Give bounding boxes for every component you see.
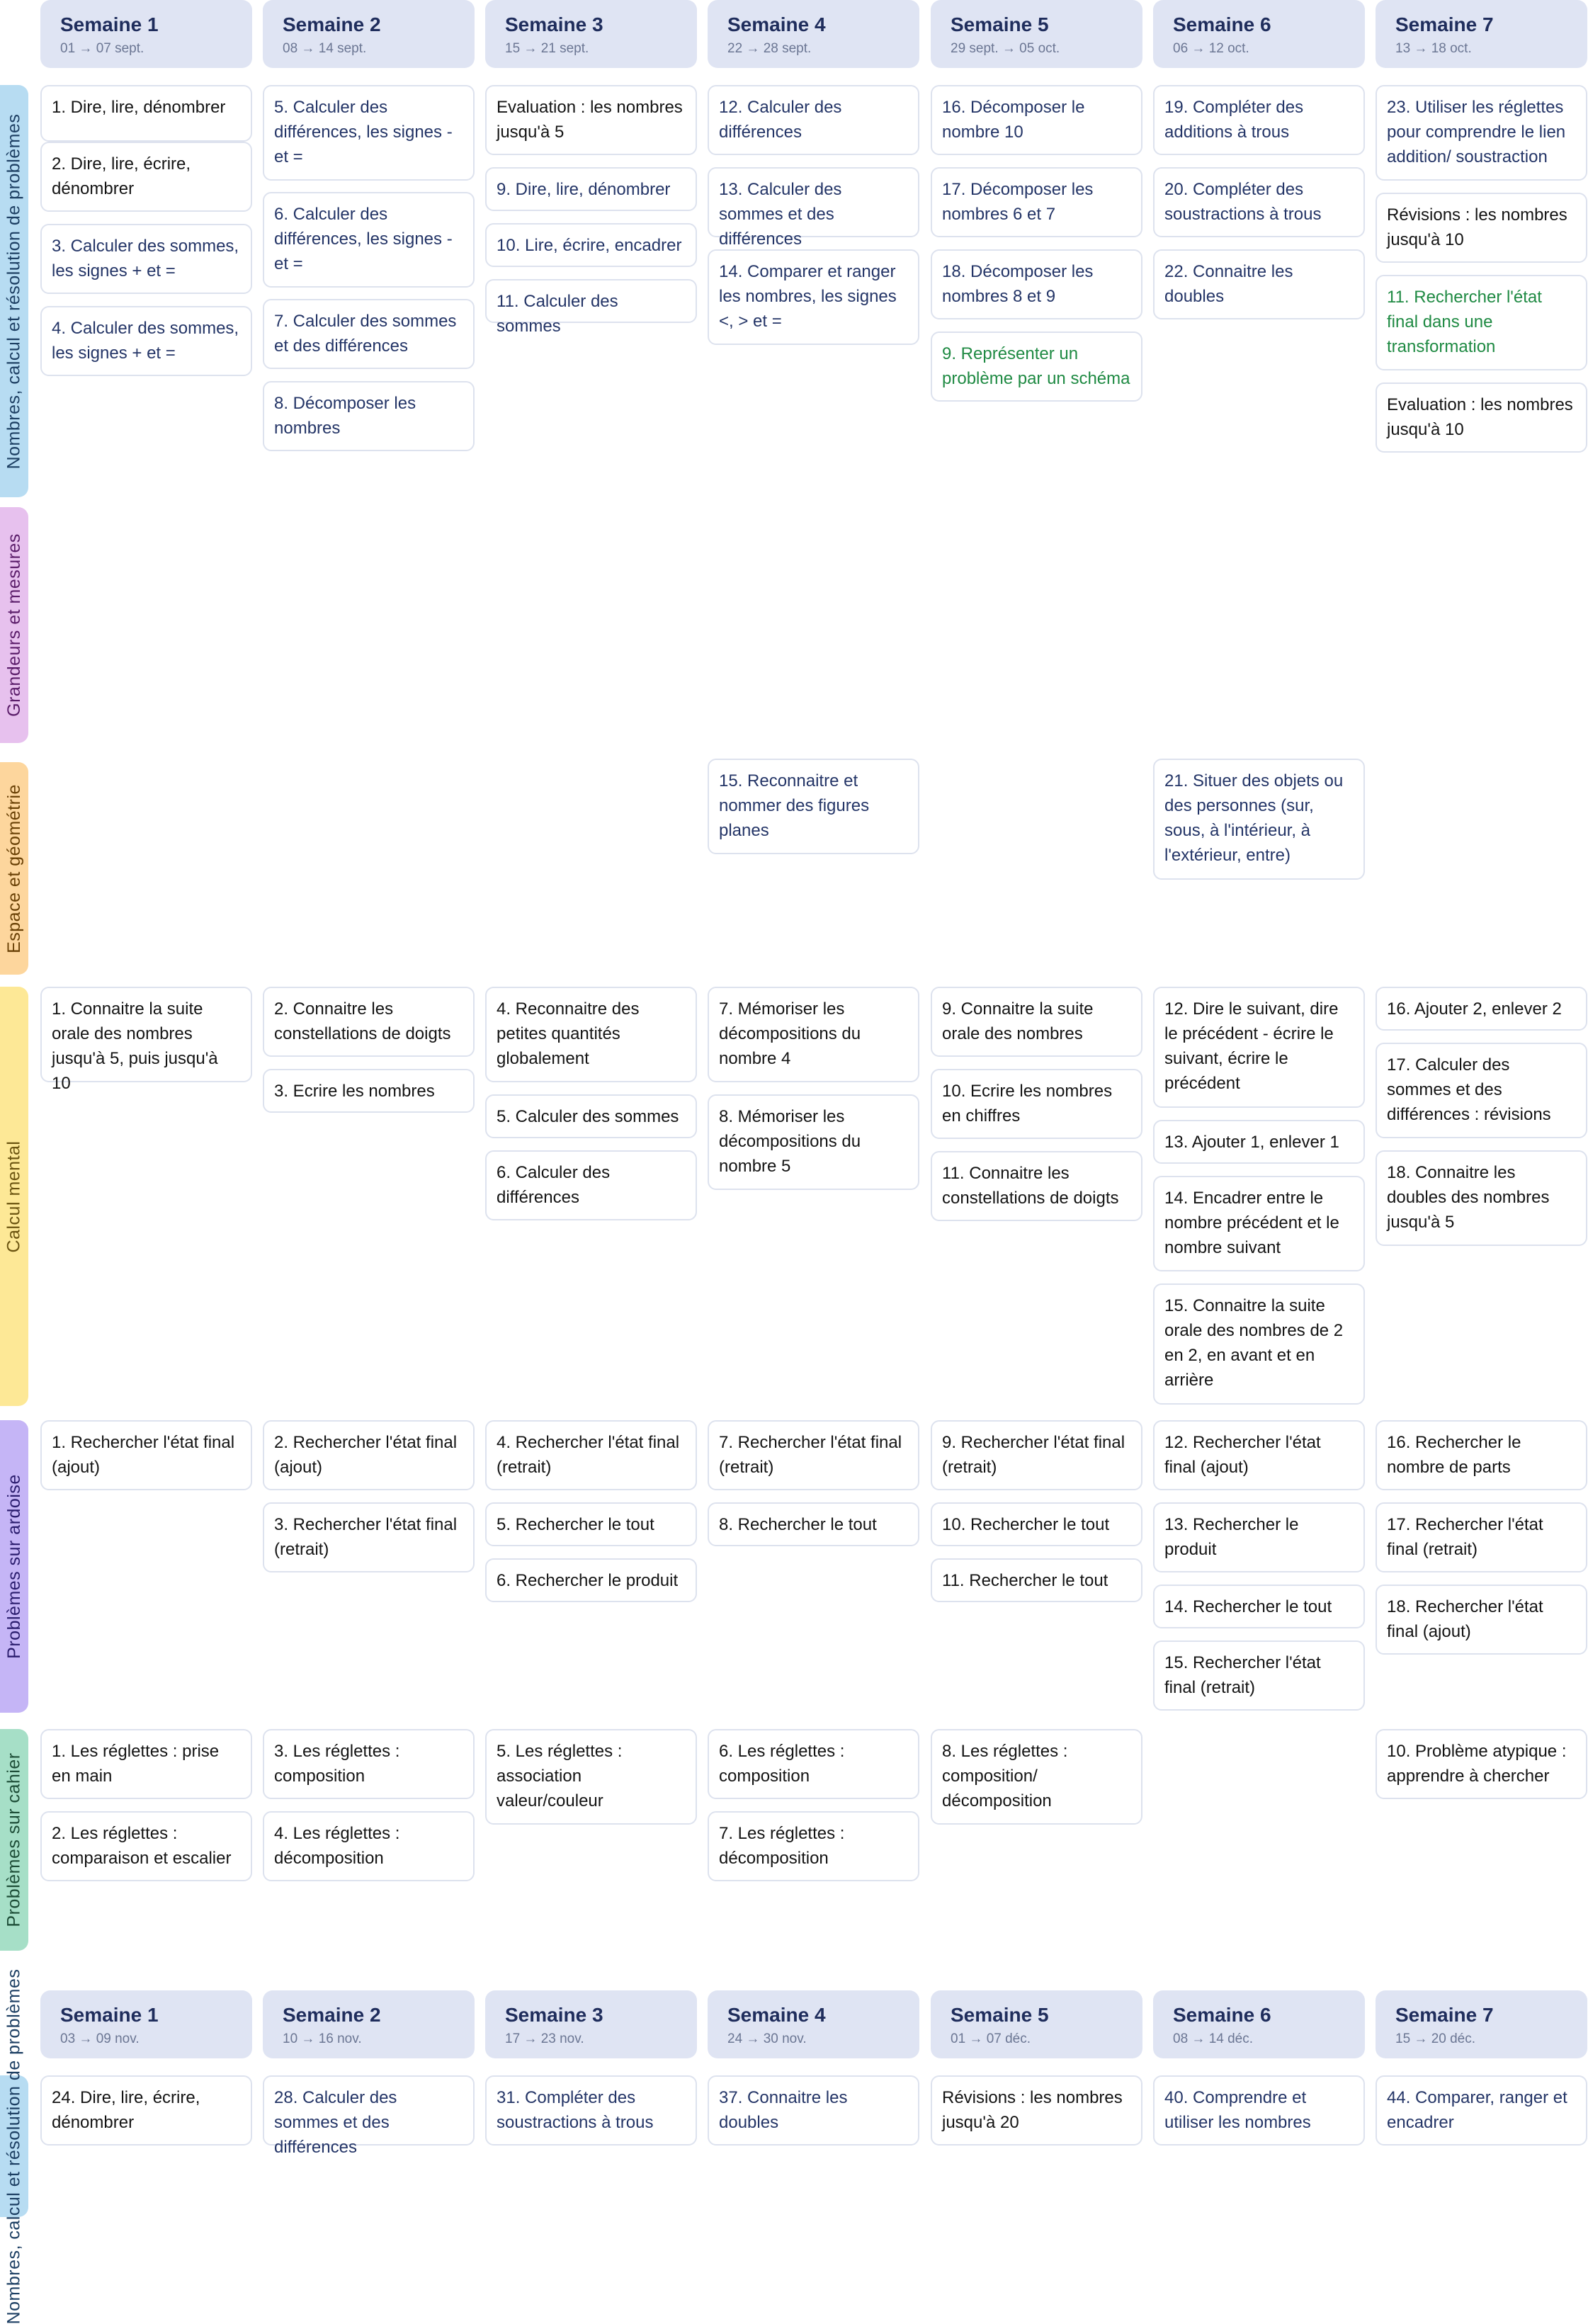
week-header	[40, 1990, 252, 2058]
lesson-title: 5. Calculer des différences, les signes - et =	[274, 98, 453, 166]
lesson-card[interactable]	[931, 85, 1142, 155]
lesson-title: 7. Rechercher l'état final (retrait)	[719, 1433, 902, 1477]
domain-band	[0, 1729, 28, 1951]
lesson-card[interactable]	[1376, 85, 1587, 181]
lesson-title: 12. Rechercher l'état final (ajout)	[1164, 1433, 1321, 1477]
lesson-card[interactable]	[485, 1094, 697, 1138]
lesson-title: 13. Ajouter 1, enlever 1	[1164, 1133, 1339, 1152]
lesson-title: 20. Compléter des soustractions à trous	[1164, 180, 1322, 224]
lesson-card[interactable]	[1153, 1420, 1365, 1490]
lesson-card[interactable]	[40, 1811, 252, 1881]
week-title: Semaine 6	[1173, 13, 1271, 35]
lesson-title: 9. Connaitre la suite orale des nombres	[942, 999, 1094, 1043]
domain-label: Nombres, calcul et résolution de problèmes	[4, 113, 24, 469]
lesson-title: Evaluation : les nombres jusqu'à 10	[1387, 395, 1573, 439]
week-header	[1153, 0, 1365, 68]
lesson-card[interactable]	[1153, 1176, 1365, 1271]
lesson-title: 16. Ajouter 2, enlever 2	[1387, 999, 1562, 1019]
week-title: Semaine 4	[727, 2004, 826, 2026]
lesson-title: 13. Rechercher le produit	[1164, 1515, 1299, 1559]
week-header	[40, 0, 252, 68]
lesson-card[interactable]	[931, 331, 1142, 402]
lesson-card[interactable]	[708, 249, 919, 345]
lesson-card[interactable]	[1376, 1420, 1587, 1490]
week-dates: 29 sept. → 05 oct.	[951, 41, 1060, 56]
lesson-title: 10. Ecrire les nombres en chiffres	[942, 1082, 1113, 1126]
lesson-card[interactable]	[931, 1558, 1142, 1602]
week-title: Semaine 4	[727, 13, 826, 35]
week-header	[1153, 1990, 1365, 2058]
lesson-title: 19. Compléter des additions à trous	[1164, 98, 1304, 142]
lesson-title: Révisions : les nombres jusqu'à 10	[1387, 205, 1567, 249]
lesson-card[interactable]	[263, 987, 475, 1057]
lesson-title: 1. Dire, lire, dénombrer	[52, 98, 226, 117]
lesson-title: 17. Rechercher l'état final (retrait)	[1387, 1515, 1543, 1559]
lesson-card[interactable]	[1153, 1283, 1365, 1405]
lesson-card[interactable]	[485, 223, 697, 267]
week-header	[263, 1990, 475, 2058]
lesson-card[interactable]	[931, 167, 1142, 237]
lesson-title: 13. Calculer des sommes et des différences	[719, 180, 842, 249]
lesson-card[interactable]	[485, 279, 697, 336]
lesson-title: 3. Calculer des sommes, les signes + et =	[52, 237, 239, 280]
lesson-card[interactable]	[931, 1729, 1142, 1825]
lesson-title: 17. Décomposer les nombres 6 et 7	[942, 180, 1094, 224]
lesson-card[interactable]	[263, 1069, 475, 1113]
lesson-title: 8. Mémoriser les décompositions du nombre 5	[719, 1107, 861, 1176]
lesson-title: 6. Rechercher le produit	[497, 1571, 679, 1590]
week-header	[485, 1990, 697, 2058]
week-title: Semaine 2	[283, 2004, 381, 2026]
lesson-title: 14. Encadrer entre le nombre précédent et le nombre suivant	[1164, 1189, 1339, 1257]
lesson-title: Evaluation : les nombres jusqu'à 5	[497, 98, 683, 142]
domain-label: Grandeurs et mesures	[4, 533, 24, 717]
lesson-title: 9. Rechercher l'état final (retrait)	[942, 1433, 1125, 1477]
week-dates: 10 → 16 nov.	[283, 2031, 362, 2046]
lesson-title: 40. Comprendre et utiliser les nombres	[1164, 2088, 1311, 2132]
week-dates: 01 → 07 sept.	[60, 41, 144, 56]
lesson-title: 16. Décomposer le nombre 10	[942, 98, 1085, 142]
lesson-card[interactable]	[485, 1729, 697, 1825]
lesson-title: 15. Connaitre la suite orale des nombres de 2 en 2, en avant et en arrière	[1164, 1296, 1344, 1390]
week-header	[931, 0, 1142, 68]
lesson-title: 14. Comparer et ranger les nombres, les signes <, > et =	[719, 262, 897, 331]
domain-band	[0, 1420, 28, 1713]
lesson-title: 11. Calculer des sommes	[497, 292, 618, 336]
lesson-title: 23. Utiliser les réglettes pour comprendre le lien addition/ soustraction	[1387, 98, 1566, 166]
lesson-title: 15. Reconnaitre et nommer des figures planes	[719, 771, 870, 840]
lesson-title: 7. Les réglettes : décomposition	[719, 1824, 845, 1868]
lesson-title: 6. Les réglettes : composition	[719, 1742, 845, 1786]
lesson-title: 11. Rechercher le tout	[942, 1571, 1108, 1590]
week-title: Semaine 3	[505, 13, 603, 35]
week-title: Semaine 2	[283, 13, 381, 35]
lesson-title: 8. Décomposer les nombres	[274, 394, 416, 438]
lesson-title: 3. Les réglettes : composition	[274, 1742, 400, 1786]
lesson-card[interactable]	[708, 987, 919, 1082]
lesson-card[interactable]	[1376, 193, 1587, 263]
lesson-title: 2. Les réglettes : comparaison et escalier	[52, 1824, 232, 1868]
lesson-card[interactable]	[1376, 2075, 1587, 2146]
lesson-card[interactable]	[263, 381, 475, 451]
week-dates: 22 → 28 sept.	[727, 41, 812, 56]
week-header	[931, 1990, 1142, 2058]
lesson-card[interactable]	[485, 987, 697, 1082]
lesson-card[interactable]	[1376, 1150, 1587, 1246]
lesson-card[interactable]	[263, 2075, 475, 2157]
lesson-title: 21. Situer des objets ou des personnes (sur, sous, à l'intérieur, à l'extérieur, entre)	[1164, 771, 1344, 865]
lesson-title: 24. Dire, lire, écrire, dénombrer	[52, 2088, 200, 2132]
lesson-title: 18. Rechercher l'état final (ajout)	[1387, 1597, 1543, 1641]
week-header	[1376, 1990, 1587, 2058]
lesson-card[interactable]	[485, 85, 697, 155]
lesson-title: 14. Rechercher le tout	[1164, 1597, 1332, 1616]
domain-band	[0, 1968, 28, 2324]
lesson-card[interactable]	[931, 2075, 1142, 2146]
lesson-title: 7. Mémoriser les décompositions du nombre 4	[719, 999, 861, 1068]
lesson-card[interactable]	[1376, 987, 1587, 1031]
domain-label: Calcul mental	[4, 1140, 24, 1252]
week-dates: 08 → 14 déc.	[1173, 2031, 1254, 2046]
lesson-card[interactable]	[485, 1420, 697, 1490]
lesson-card[interactable]	[40, 987, 252, 1093]
lesson-title: 1. Les réglettes : prise en main	[52, 1742, 220, 1786]
lesson-card[interactable]	[1153, 1120, 1365, 1164]
week-title: Semaine 1	[60, 13, 159, 35]
lesson-card[interactable]	[1153, 2075, 1365, 2146]
lesson-card[interactable]	[708, 1502, 919, 1546]
lesson-title: 8. Rechercher le tout	[719, 1515, 877, 1534]
week-title: Semaine 1	[60, 2004, 159, 2026]
lesson-title: 4. Reconnaitre des petites quantités globalement	[497, 999, 640, 1068]
domain-band	[0, 762, 28, 975]
lesson-card[interactable]	[1153, 249, 1365, 319]
lesson-title: 5. Rechercher le tout	[497, 1515, 654, 1534]
domain-label: Espace et géométrie	[4, 783, 24, 953]
lesson-title: 18. Décomposer les nombres 8 et 9	[942, 262, 1094, 306]
lesson-card[interactable]	[708, 1811, 919, 1881]
domain-label: Problèmes sur ardoise	[4, 1474, 24, 1659]
domain-band	[0, 85, 28, 497]
lesson-card[interactable]	[1376, 382, 1587, 453]
lesson-card[interactable]	[40, 85, 252, 142]
week-dates: 08 → 14 sept.	[283, 41, 367, 56]
week-dates: 17 → 23 nov.	[505, 2031, 584, 2046]
lesson-title: 9. Dire, lire, dénombrer	[497, 180, 671, 199]
lesson-card[interactable]	[1376, 1585, 1587, 1655]
week-dates: 13 → 18 oct.	[1395, 41, 1472, 56]
lesson-card[interactable]	[1153, 759, 1365, 880]
lesson-title: 6. Calculer des différences, les signes - et =	[274, 205, 453, 273]
lesson-title: 8. Les réglettes : composition/ décomposition	[942, 1742, 1068, 1810]
lesson-card[interactable]	[708, 1420, 919, 1490]
domain-label: Nombres, calcul et résolution de problèmes	[4, 1968, 24, 2324]
week-dates: 06 → 12 oct.	[1173, 41, 1249, 56]
week-dates: 15 → 21 sept.	[505, 41, 589, 56]
week-header	[1376, 0, 1587, 68]
lesson-card[interactable]	[931, 1151, 1142, 1221]
week-header	[708, 0, 919, 68]
lesson-title: 7. Calculer des sommes et des différences	[274, 312, 457, 356]
lesson-card[interactable]	[1153, 1640, 1365, 1711]
week-title: Semaine 6	[1173, 2004, 1271, 2026]
lesson-title: 16. Rechercher le nombre de parts	[1387, 1433, 1521, 1477]
lesson-card[interactable]	[485, 167, 697, 211]
week-title: Semaine 7	[1395, 2004, 1494, 2026]
lesson-card[interactable]	[40, 1729, 252, 1799]
lesson-title: 11. Rechercher l'état final dans une transformation	[1387, 288, 1542, 356]
week-dates: 15 → 20 déc.	[1395, 2031, 1476, 2046]
lesson-title: 2. Connaitre les constellations de doigts	[274, 999, 451, 1043]
week-dates: 24 → 30 nov.	[727, 2031, 807, 2046]
lesson-title: 3. Rechercher l'état final (retrait)	[274, 1515, 458, 1559]
lesson-card[interactable]	[708, 1729, 919, 1799]
lesson-card[interactable]	[40, 1420, 252, 1490]
lesson-card[interactable]	[708, 85, 919, 155]
lesson-title: 9. Représenter un problème par un schéma	[942, 344, 1130, 388]
lesson-card[interactable]	[485, 1558, 697, 1602]
lesson-card[interactable]	[931, 1420, 1142, 1490]
lesson-card[interactable]	[485, 1502, 697, 1546]
lesson-card[interactable]	[263, 192, 475, 288]
lesson-title: 11. Connaitre les constellations de doigts	[942, 1164, 1119, 1208]
lesson-title: 18. Connaitre les doubles des nombres jusqu'à 5	[1387, 1163, 1550, 1232]
lesson-card[interactable]	[931, 987, 1142, 1057]
week-title: Semaine 5	[951, 13, 1049, 35]
week-header	[708, 1990, 919, 2058]
lesson-title: 4. Calculer des sommes, les signes + et =	[52, 319, 239, 363]
lesson-title: 5. Les réglettes : association valeur/couleur	[497, 1742, 623, 1810]
lesson-title: 1. Connaitre la suite orale des nombres jusqu'à 5, puis jusqu'à 10	[52, 999, 218, 1093]
domain-label: Problèmes sur cahier	[4, 1752, 24, 1927]
lesson-title: 2. Dire, lire, écrire, dénombrer	[52, 154, 191, 198]
lesson-title: 3. Ecrire les nombres	[274, 1082, 435, 1101]
lesson-title: 10. Rechercher le tout	[942, 1515, 1110, 1534]
lesson-card[interactable]	[1153, 1502, 1365, 1572]
domain-band	[0, 507, 28, 743]
lesson-card[interactable]	[1376, 275, 1587, 370]
lesson-card[interactable]	[263, 1811, 475, 1881]
lesson-card[interactable]	[263, 85, 475, 181]
lesson-title: 10. Lire, écrire, encadrer	[497, 236, 682, 255]
lesson-card[interactable]	[931, 1502, 1142, 1546]
lesson-title: 5. Calculer des sommes	[497, 1107, 679, 1126]
lesson-card[interactable]	[1153, 1585, 1365, 1628]
week-header	[263, 0, 475, 68]
week-dates: 01 → 07 déc.	[951, 2031, 1031, 2046]
domain-band	[0, 987, 28, 1406]
week-title: Semaine 3	[505, 2004, 603, 2026]
lesson-card[interactable]	[931, 249, 1142, 319]
week-title: Semaine 7	[1395, 13, 1494, 35]
lesson-title: 4. Les réglettes : décomposition	[274, 1824, 400, 1868]
lesson-card[interactable]	[1376, 1043, 1587, 1138]
lesson-title: 44. Comparer, ranger et encadrer	[1387, 2088, 1567, 2132]
lesson-card[interactable]	[1153, 987, 1365, 1108]
lesson-title: 17. Calculer des sommes et des différences : révisions	[1387, 1055, 1551, 1124]
lesson-card[interactable]	[40, 306, 252, 376]
lesson-title: 10. Problème atypique : apprendre à chercher	[1387, 1742, 1567, 1786]
week-title: Semaine 5	[951, 2004, 1049, 2026]
lesson-card[interactable]	[1153, 167, 1365, 237]
lesson-card[interactable]	[40, 2075, 252, 2146]
lesson-card[interactable]	[1376, 1729, 1587, 1799]
lesson-card[interactable]	[40, 224, 252, 294]
lesson-card[interactable]	[263, 1420, 475, 1490]
lesson-card[interactable]	[485, 1150, 697, 1220]
lesson-title: 22. Connaitre les doubles	[1164, 262, 1293, 306]
lesson-card[interactable]	[708, 167, 919, 249]
lesson-card[interactable]	[263, 1729, 475, 1799]
lesson-title: 15. Rechercher l'état final (retrait)	[1164, 1653, 1321, 1697]
lesson-card[interactable]	[263, 299, 475, 369]
lesson-card[interactable]	[708, 2075, 919, 2146]
lesson-title: 12. Dire le suivant, dire le précédent - écrire le suivant, écrire le précédent	[1164, 999, 1339, 1093]
week-dates: 03 → 09 nov.	[60, 2031, 140, 2046]
lesson-title: 2. Rechercher l'état final (ajout)	[274, 1433, 458, 1477]
lesson-card[interactable]	[708, 1094, 919, 1190]
lesson-card[interactable]	[1376, 1502, 1587, 1572]
lesson-card[interactable]	[1153, 85, 1365, 155]
lesson-card[interactable]	[40, 142, 252, 212]
lesson-title: 12. Calculer des différences	[719, 98, 842, 142]
lesson-title: 28. Calculer des sommes et des différences	[274, 2088, 397, 2157]
lesson-title: 37. Connaitre les doubles	[719, 2088, 848, 2132]
week-header	[485, 0, 697, 68]
lesson-card[interactable]	[263, 1502, 475, 1572]
lesson-card[interactable]	[708, 759, 919, 854]
lesson-title: 31. Compléter des soustractions à trous	[497, 2088, 654, 2132]
lesson-card[interactable]	[931, 1069, 1142, 1139]
lesson-card[interactable]	[485, 2075, 697, 2146]
lesson-title: Révisions : les nombres jusqu'à 20	[942, 2088, 1123, 2132]
lesson-title: 1. Rechercher l'état final (ajout)	[52, 1433, 235, 1477]
lesson-title: 6. Calculer des différences	[497, 1163, 611, 1207]
lesson-title: 4. Rechercher l'état final (retrait)	[497, 1433, 680, 1477]
